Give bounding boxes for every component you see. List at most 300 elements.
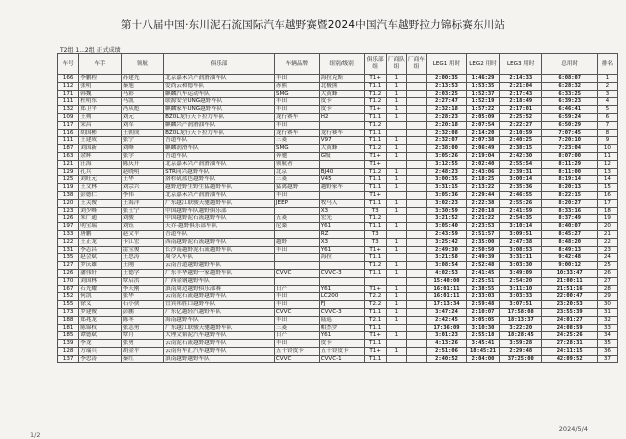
cell-total: 8:37:49 [542,215,597,223]
cell-driver: 孔兵 [79,168,121,176]
cell-leg2: 2:02:40 [467,160,500,168]
table-row [58,230,618,238]
cell-maker-team: 1 [386,168,406,176]
cell-group: 北极熊 [319,82,364,90]
cell-leg2: 1:52:19 [467,98,500,106]
cell-maker-team: 1 [386,308,406,316]
cell-leg3: 3:07:51 [500,301,542,309]
cell-rank: 25 [597,262,617,270]
cell-codriver: 刘宗兴 [121,184,163,192]
cell-rank: 2 [597,82,617,90]
cell-driver: 罗庆雄 [79,262,121,270]
cell-brand: 尼桑 [274,223,319,231]
cell-total: 21:51:16 [542,285,597,293]
results-table [57,53,618,363]
cell-driver: 明宝瑞 [79,223,121,231]
cell-brand [274,262,319,270]
cell-leg1: 3:05:40 [426,223,466,231]
cell-group: 牧马人 [319,199,364,207]
cell-driver: 郑兆龙 [79,316,121,324]
cell-car-number: 187 [58,145,79,153]
cell-total: 42:09:52 [542,355,597,363]
cell-club: 广东越江联骏天驰越野车队 [164,199,275,207]
cell-brand [274,254,319,262]
cell-club: 云南泥石流越野越野车队 [164,293,275,301]
cell-club-group: T1.2 [364,90,386,98]
cell-club: 麒麟汽车运动车队 [164,90,275,98]
cell-group [319,160,364,168]
cell-maker-team: 1 [386,262,406,270]
cell-maker-team: 1 [386,332,406,340]
table-row [58,98,618,106]
cell-codriver: 刘峰 [121,145,163,153]
cell-leg1: 3:08:54 [426,262,466,270]
cell-total: 7:07:45 [542,129,597,137]
cell-maker-team: 1 [386,199,406,207]
cell-brand: 五十铃皮卡 [274,347,319,355]
document-subtitle: T2组 1...2组 正式成绩 [60,47,121,54]
cell-leg2: 1:57:22 [467,106,500,114]
cell-maker-team: 1 [386,316,406,324]
table-row [58,324,618,332]
table-row [58,316,618,324]
cell-group: BJ40 [319,168,364,176]
cell-driver: 杜明东 [79,98,121,106]
cell-driver: 王关俊 [79,199,121,207]
cell-rank: 31 [597,308,617,316]
table-row [58,285,618,293]
cell-club: 滇南周边越野俱乐部赛 [164,285,275,293]
cell-car-number: 171 [58,90,79,98]
table-row [58,262,618,270]
cell-car-number: 173 [58,308,79,316]
cell-group: Y61 [319,285,364,293]
cell-leg2: 1:46:29 [467,75,500,83]
cell-codriver: 卡江宏 [121,238,163,246]
cell-codriver: 雷宝俊 [121,246,163,254]
cell-brand: 丰田 [274,98,319,106]
cell-car-number: 181 [58,324,79,332]
cell-group: 皮卡 [319,98,364,106]
cell-club: BZ0L龙行天下拉力车队 [164,129,275,137]
cell-maker-team: 1 [386,106,406,114]
cell-club-group: T1.1 [364,176,386,184]
cell-club-group: T2.2 [364,301,386,309]
cell-rank: 37 [597,355,617,363]
cell-brand: 丰田 [274,340,319,348]
footer-date: 2024/5/4 [558,425,588,433]
cell-rank: 17 [597,199,617,207]
cell-leg2: 2:33:03 [467,293,500,301]
cell-leg3: 3:11:10 [500,285,542,293]
cell-club-group: T1.1 [364,199,386,207]
cell-group [319,262,364,270]
cell-total: 24:08:59 [542,324,597,332]
cell-driver: 王正龙 [79,238,121,246]
cell-group: 龙行赛车 [319,129,364,137]
cell-leg3: 2:10:59 [500,129,542,137]
cell-maker-car [406,168,426,176]
cell-driver: 朱广通 [79,215,121,223]
cell-driver: 罗建俊 [79,308,121,316]
cell-club-group: T1.2 [364,168,386,176]
cell-driver: 韩魏 [79,90,121,98]
table-row [58,301,618,309]
cell-rank: 8 [597,129,617,137]
cell-group: Y61 [319,223,364,231]
col-header: 厂商队组 [386,54,406,75]
cell-leg3: 3:49:09 [500,269,542,277]
cell-club-group: T1+ [364,191,386,199]
cell-leg1: 2:00:35 [426,75,466,83]
cell-group [319,121,364,129]
cell-driver: 何凯 [79,293,121,301]
cell-leg2: 2:18:25 [467,176,500,184]
cell-leg3: 2:17:43 [500,90,542,98]
cell-club: 北京嘉禾兴产润滑油车队 [164,75,275,83]
cell-leg3: 2:54:20 [500,277,542,285]
cell-car-number: 139 [58,340,79,348]
cell-club-group: T1.1 [364,340,386,348]
cell-brand: 赤熊 [274,82,319,90]
cell-club-group: T3 [364,238,386,246]
cell-club-group: T1.2 [364,121,386,129]
table-row [58,293,618,301]
cell-club-group: T1.2 [364,98,386,106]
cell-leg2: 2:23:53 [467,223,500,231]
cell-rank: 35 [597,340,617,348]
col-header: LEG1 用时 [426,54,466,75]
cell-driver: 李忠涛 [79,355,121,363]
cell-codriver: 王华 [121,176,163,184]
cell-leg2: 2:51:57 [467,230,500,238]
cell-brand: 龙行赛车 [274,113,319,121]
cell-rank: 19 [597,215,617,223]
table-row [58,113,618,121]
cell-total: 24:01:27 [542,316,597,324]
cell-club: 吾道车队 [164,152,275,160]
col-header: 俱乐部 [164,54,275,75]
cell-leg1: 2:27:47 [426,98,466,106]
cell-total: 24:11:15 [542,347,597,355]
cell-club: 爱尚云和德车队 [164,82,275,90]
cell-maker-car [406,160,426,168]
cell-group: 五十铃皮卡 [319,347,364,355]
table-row [58,254,618,262]
cell-maker-car [406,316,426,324]
cell-leg2: 18:45:21 [467,347,500,355]
cell-leg1: 4:13:26 [426,340,466,348]
table-row [58,277,618,285]
cell-maker-team: 1 [386,269,406,277]
cell-club: 云南吾道越野越野车队 [164,262,275,270]
cell-car-number: 132 [58,106,79,114]
cell-car-number: 122 [58,238,79,246]
cell-maker-car [406,82,426,90]
cell-leg2: 2:55:18 [467,332,500,340]
cell-group: 越野家车 [319,184,364,192]
cell-leg1: 2:20:18 [426,121,466,129]
cell-driver: 赵会斌 [79,254,121,262]
cell-rank: 22 [597,238,617,246]
cell-group: Y61 [319,246,364,254]
cell-leg1: 2:28:23 [426,113,466,121]
cell-rank: 3 [597,90,617,98]
cell-club: 麒麟润滑车队 [164,145,275,153]
table-row [58,332,618,340]
cell-leg2: 2:07:38 [467,137,500,145]
cell-club: 云南泥石流越野越野车队 [164,340,275,348]
cell-leg2: 2:59:48 [467,301,500,309]
cell-club: 北京嘉禾兴产润滑油车队 [164,160,275,168]
cell-leg1: 3:05:36 [426,191,466,199]
cell-maker-car [406,308,426,316]
cell-club-group: T1+ [364,246,386,254]
cell-car-number: 163 [58,152,79,160]
cell-group: 帕杰罗 [319,324,364,332]
cell-maker-car [406,355,426,363]
cell-leg3: 17:58:08 [500,308,542,316]
cell-driver: 石光耀 [79,285,121,293]
cell-driver: 李志昌 [79,246,121,254]
cell-club-group: T1+ [364,332,386,340]
col-header: 组别/级别 [319,54,364,75]
cell-leg3: 2:55:26 [500,199,542,207]
cell-leg2: 2:52:48 [467,262,500,270]
cell-total: 8:49:13 [542,246,597,254]
cell-leg2: 2:35:00 [467,238,500,246]
cell-car-number: 128 [58,347,79,355]
cell-leg1: 3:05:26 [426,152,466,160]
cell-brand: 丰田 [274,121,319,129]
cell-maker-car [406,113,426,121]
cell-codriver: 王朝成 [121,129,163,137]
cell-codriver: 赵文平 [121,230,163,238]
cell-club-group: T1.2 [364,262,386,270]
cell-club-group: T1+ [364,75,386,83]
table-row [58,160,618,168]
cell-maker-team [386,129,406,137]
cell-group: 海拉 [319,254,364,262]
cell-total: 23:55:39 [542,308,597,316]
cell-codriver: 张勇 [121,340,163,348]
cell-rank: 7 [597,121,617,129]
cell-maker-team [386,254,406,262]
cell-brand: SMG [274,90,319,98]
col-header: LEG2 用时 [467,54,500,75]
cell-leg1: 2:13:53 [426,82,466,90]
cell-club-group: T1.1 [364,223,386,231]
cell-maker-team: 1 [386,152,406,160]
cell-car-number: 111 [58,137,79,145]
cell-driver: 胡国彬 [79,129,121,137]
cell-total: 8:20:27 [542,199,597,207]
cell-maker-team: 1 [386,285,406,293]
cell-brand: 丰田 [274,75,319,83]
cell-rank: 6 [597,113,617,121]
cell-total: 6:28:32 [542,82,597,90]
cell-leg2: 2:22:38 [467,199,500,207]
cell-codriver: 刘钰 [121,223,163,231]
document-title: 第十八届中国·东川泥石流国际汽车越野赛暨2024中国汽车越野拉力锦标赛东川站 [120,19,506,31]
cell-leg2: 2:41:45 [467,269,500,277]
cell-group: 皮卡 [319,340,364,348]
cell-club-group: T3 [364,207,386,215]
cell-driver: 王文林 [79,184,121,192]
cell-rank: 14 [597,176,617,184]
table-row [58,207,618,215]
cell-leg1: 3:12:55 [426,160,466,168]
cell-leg1: 2:43:59 [426,230,466,238]
cell-codriver: 刘骏 [121,215,163,223]
cell-maker-car [406,262,426,270]
cell-maker-car [406,121,426,129]
cell-group: CVVC-1 [319,355,364,363]
cell-leg1: 3:02:23 [426,199,466,207]
cell-brand: 龙行赛车 [274,129,319,137]
cell-club: 长沙南越野泥石流越野车队 [164,246,275,254]
cell-club: 周令入车队 [164,254,275,262]
cell-club: 云南有车汇汽车越野车队 [164,347,275,355]
cell-maker-car [406,332,426,340]
cell-club: 北京嘉禾兴产润滑油车队 [164,191,275,199]
cell-maker-car [406,269,426,277]
cell-rank: 10 [597,145,617,153]
cell-maker-car [406,152,426,160]
cell-total: 8:22:15 [542,191,597,199]
cell-rank: 36 [597,347,617,355]
cell-brand: 日产 [274,332,319,340]
cell-leg2: 1:53:35 [467,82,500,90]
cell-club-group: T1.1 [364,137,386,145]
cell-driver: 唐鹏 [79,230,121,238]
cell-codriver: 张宁 [121,137,163,145]
cell-driver: 陈锦权 [79,324,121,332]
table-row [58,137,618,145]
cell-total: 8:19:14 [542,176,597,184]
cell-rank: 18 [597,207,617,215]
cell-codriver: 王海洋 [121,199,163,207]
cell-club: 麒麟兴产润滑油车队 [164,121,275,129]
cell-brand: 猛禽越野 [274,184,319,192]
cell-codriver: 秦旭 [121,82,163,90]
cell-brand: 丰田 [274,301,319,309]
cell-maker-team [386,160,406,168]
cell-club-group: T1.1 [364,269,386,277]
cell-maker-team [386,277,406,285]
cell-rank: 24 [597,254,617,262]
cell-leg2: 2:38:55 [467,285,500,293]
cell-leg1: 2:32:07 [426,137,466,145]
cell-maker-team [386,355,406,363]
cell-maker-team [386,191,406,199]
cell-driver: 徐义 [79,301,121,309]
cell-car-number: 138 [58,191,79,199]
cell-rank: 29 [597,293,617,301]
cell-group: V97 [319,137,364,145]
cell-leg3: 2:41:59 [500,207,542,215]
cell-leg3: 2:38:15 [500,145,542,153]
cell-total: 8:11:29 [542,160,597,168]
cell-maker-car [406,285,426,293]
cell-car-number: 129 [58,168,79,176]
cell-car-number: 109 [58,113,79,121]
cell-leg3: 3:59:28 [500,340,542,348]
cell-group: FJ [319,301,364,309]
cell-leg2: 2:07:54 [467,121,500,129]
cell-leg3: 2:47:38 [500,238,542,246]
cell-codriver: 覃启洪 [121,277,163,285]
cell-car-number: 137 [58,355,79,363]
cell-leg2: 2:05:09 [467,113,500,121]
cell-total: 6:08:07 [542,75,597,83]
cell-total: 8:20:13 [542,184,597,192]
cell-maker-team: 1 [386,223,406,231]
cell-club: 广东丰华越野一家越野车队 [164,269,275,277]
cell-total: 6:46:41 [542,106,597,114]
cell-group: RZ [319,230,364,238]
cell-codriver: 马彩 [121,90,163,98]
table-row [58,90,618,98]
cell-rank: 16 [597,191,617,199]
cell-club: 麒麟家车UNG越野车队 [164,106,275,114]
cell-leg3: 18:13:37 [500,316,542,324]
cell-club-group: T1+ [364,106,386,114]
cell-brand: 丰田 [274,293,319,301]
cell-group: CVVC-3 [319,308,364,316]
cell-total: 10:33:47 [542,269,597,277]
cell-leg1: 3:31:15 [426,184,466,192]
cell-maker-team: 1 [386,98,406,106]
cell-car-number: 117 [58,121,79,129]
table-row [58,269,618,277]
cell-car-number: 170 [58,277,79,285]
cell-maker-car [406,207,426,215]
cell-group: G级 [319,152,364,160]
cell-leg3: 2:54:35 [500,215,542,223]
cell-car-number: 155 [58,301,79,309]
table-row [58,121,618,129]
table-row [58,82,618,90]
cell-group: X3 [319,238,364,246]
cell-club: 广东亿越轻汽越野车队 [164,308,275,316]
cell-codriver: 张志勇 [121,324,163,332]
cell-codriver: 冯从彪 [121,106,163,114]
cell-total: 22:00:47 [542,293,597,301]
cell-club: 吾道车队 [164,137,275,145]
cell-total: 6:39:23 [542,98,597,106]
cell-rank: 12 [597,160,617,168]
cell-leg3: 2:39:31 [500,168,542,176]
cell-codriver: 秦红 [121,355,163,363]
cell-maker-car [406,230,426,238]
cell-codriver: 张学 [121,152,163,160]
table-row [58,145,618,153]
cell-car-number: 116 [58,129,79,137]
cell-rank: 28 [597,285,617,293]
cell-maker-team [386,215,406,223]
cell-club: 宜宾邦胜口越野车队 [164,301,275,309]
cell-leg1: 2:51:06 [426,347,466,355]
cell-leg3: 2:42:30 [500,152,542,160]
cell-driver: 汪海 [79,160,121,168]
cell-leg1: 2:38:00 [426,145,466,153]
table-row [58,246,618,254]
cell-driver: 余辉 [79,152,121,160]
cell-maker-team [386,121,406,129]
cell-group: X3 [319,207,364,215]
col-header: 厂商车组 [406,54,426,75]
